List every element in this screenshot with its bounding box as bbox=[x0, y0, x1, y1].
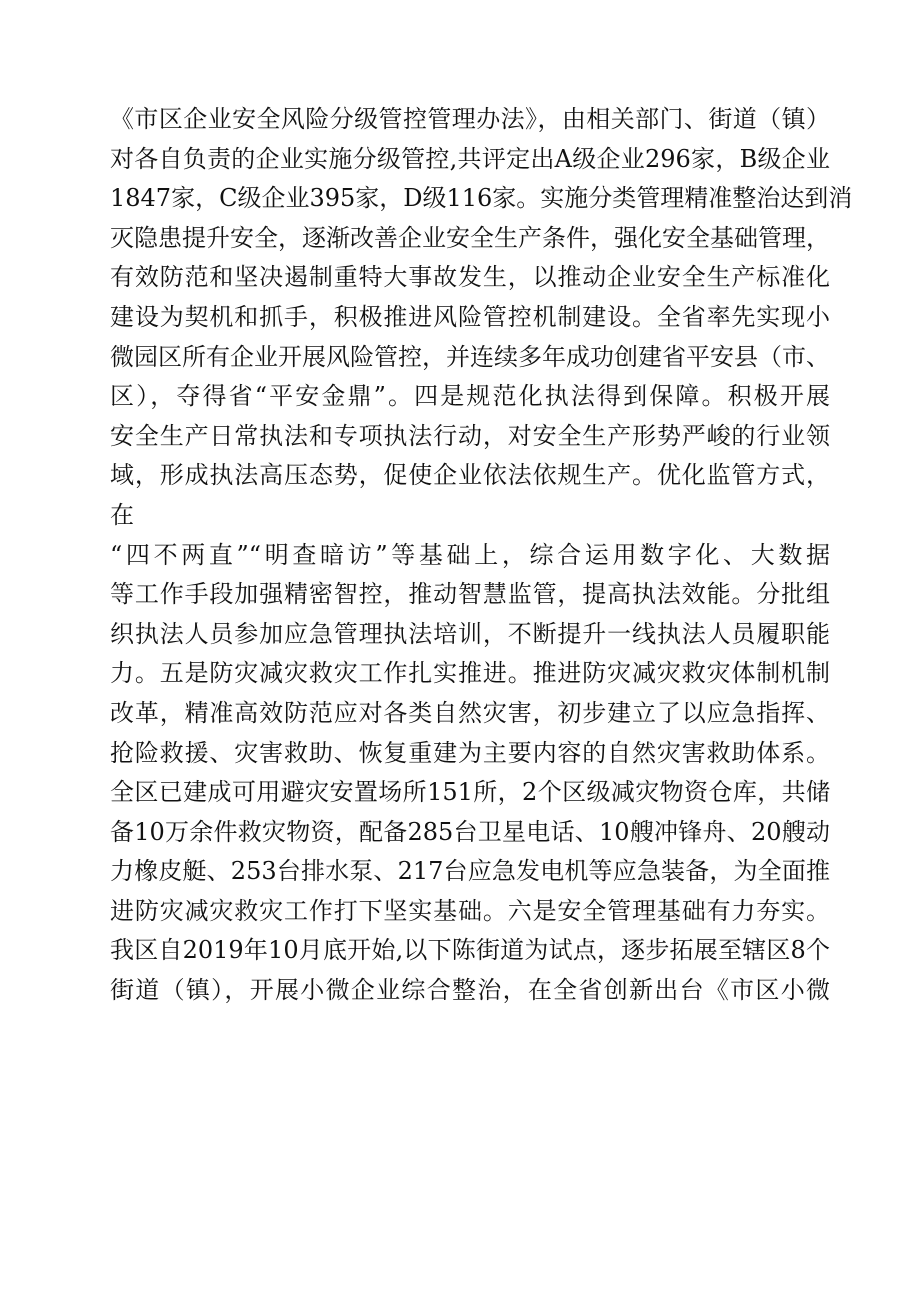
text-line: “四不两直”“明查暗访”等基础上，综合运用数字化、大数据 bbox=[110, 540, 830, 569]
body-text bbox=[110, 100, 853, 1011]
text-line: 1847家，C级企业395家，D级116家。实施分类管理精准整治达到消 bbox=[110, 184, 853, 213]
text-line: 对各自负责的企业实施分级管控,共评定出A级企业296家，B级企业 bbox=[110, 144, 830, 173]
text-line: 抢险救援、灾害救助、恢复重建为主要内容的自然灾害救助体系。 bbox=[110, 738, 830, 767]
text-line: 全区已建成可用避灾安置场所151所，2个区级减灾物资仓库，共储 bbox=[110, 778, 830, 807]
text-line: 灭隐患提升安全，逐渐改善企业安全生产条件，强化安全基础管理， bbox=[110, 223, 830, 252]
text-line: 街道（镇），开展小微企业综合整治，在全省创新出台《市区小微 bbox=[110, 976, 830, 1005]
text-line: 进防灾减灾救灾工作打下坚实基础。六是安全管理基础有力夯实。 bbox=[110, 896, 830, 925]
text-line: 微园区所有企业开展风险管控，并连续多年成功创建省平安县（市、 bbox=[110, 342, 830, 371]
text-line: 织执法人员参加应急管理执法培训，不断提升一线执法人员履职能 bbox=[110, 619, 830, 648]
text-line: 在 bbox=[110, 500, 134, 529]
text-line: 有效防范和坚决遏制重特大事故发生，以推动企业安全生产标准化 bbox=[110, 263, 830, 292]
text-line: 等工作手段加强精密智控，推动智慧监管，提高执法效能。分批组 bbox=[110, 580, 830, 609]
text-line: 域，形成执法高压态势，促使企业依法依规生产。优化监管方式， bbox=[110, 461, 830, 490]
text-line: 力橡皮艇、253台排水泵、217台应急发电机等应急装备，为全面推 bbox=[110, 857, 830, 886]
text-line: 《市区企业安全风险分级管控管理办法》，由相关部门、街道（镇） bbox=[110, 105, 830, 133]
text-line: 改革，精准高效防范应对各类自然灾害，初步建立了以应急指挥、 bbox=[110, 698, 830, 727]
text-line: 区），夺得省“平安金鼎”。四是规范化执法得到保障。积极开展 bbox=[110, 382, 830, 411]
text-line: 备10万余件救灾物资，配备285台卫星电话、10艘冲锋舟、20艘动 bbox=[110, 817, 830, 846]
text-line: 我区自2019年10月底开始,以下陈街道为试点，逐步拓展至辖区8个 bbox=[110, 936, 830, 965]
text-line: 建设为契机和抓手，积极推进风险管控机制建设。全省率先实现小 bbox=[110, 302, 830, 331]
text-line: 力。五是防灾减灾救灾工作扎实推进。推进防灾减灾救灾体制机制 bbox=[110, 659, 830, 688]
text-line: 安全生产日常执法和专项执法行动，对安全生产形势严峻的行业领 bbox=[110, 421, 830, 450]
